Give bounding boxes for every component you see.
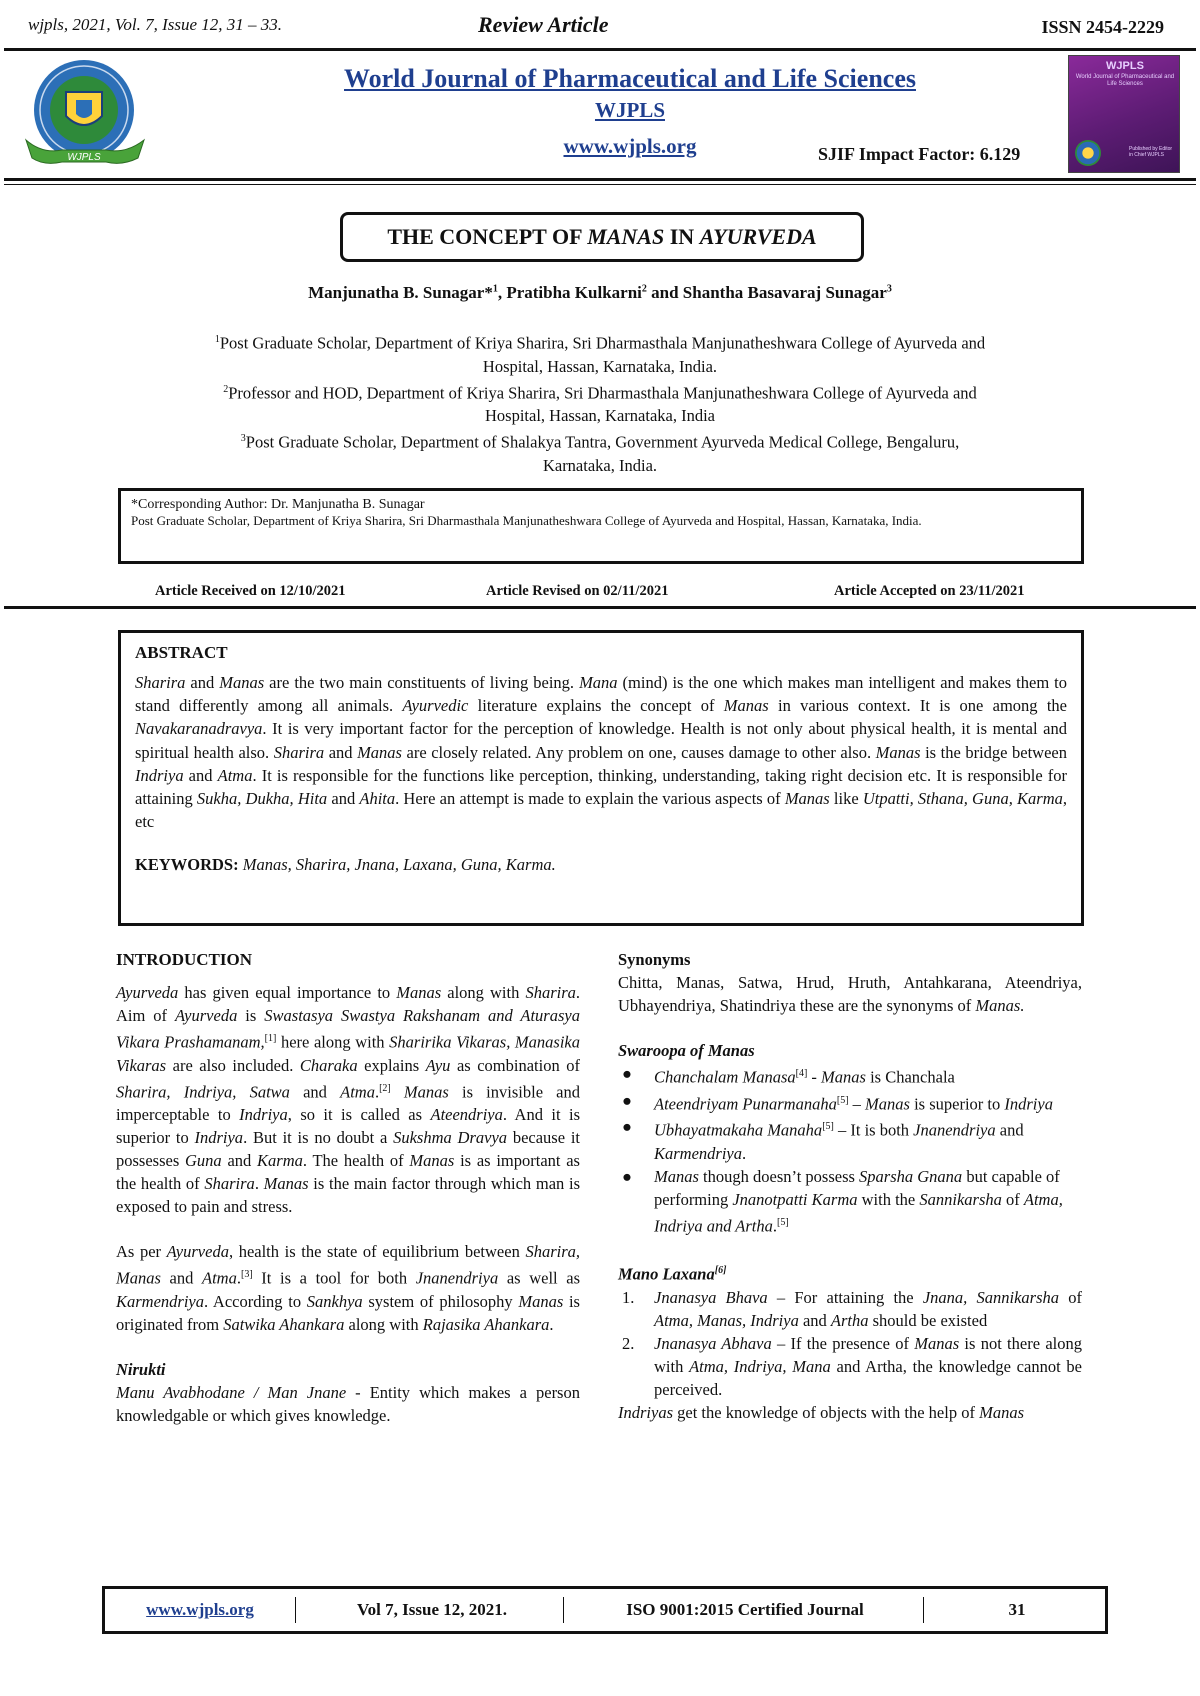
synonyms-heading: Synonyms [618,950,691,969]
list-item: ● Manas though doesn’t possess Sparsha Gnana but capable of performing Jnanotpatti Karma with the Sannikarsha of Atma, Indriya and Artha.[5] [622,1166,1063,1235]
cover-publisher: Published by Editor in Chief WJPLS [1129,146,1173,158]
journal-title[interactable]: World Journal of Pharmaceutical and Life Sciences [344,64,916,93]
mano-laxana-heading: Mano Laxana[6] [618,1264,727,1284]
cover-title: WJPLS [1106,60,1144,72]
header-rule [4,48,1196,51]
nirukti-heading: Nirukti [116,1359,166,1379]
journal-abbreviation[interactable]: WJPLS [594,98,665,122]
introduction-paragraph-2: As per Ayurveda, health is the state of equilibrium between Sharira, Manas and Atma.[3] It is a tool for both Jnanendriya as well as Karmendriya. According to Sankhya system of philosophy Manas is originated from Satwika Ahankara along with Rajasika Ahankara. [116,1242,580,1334]
nirukti-text: Manu Avabhodane / Man Jnane - Entity which makes a person knowledgable or which gives knowledge. [116,1382,580,1425]
author-list: Manjunatha B. Sunagar*$^1$, Pratibha Kulkarni$^2$ and Shantha Basavaraj Sunagar$^3$ [308,283,892,302]
footer-divider [295,1597,296,1623]
affiliation-2: $^2$Professor and HOD, Department of Kriya Sharira, Sri Dharmasthala Manjunatheshwara College of Ayurveda and [223,383,977,402]
affiliations: $^1$Post Graduate Scholar, Department of Kriya Sharira, Sri Dharmasthala Manjunatheshwara College of Ayurveda and Hospital, Hassan, Karnataka, India. $^2$Professor and HOD, Department of Kriya Sharira, Sri Dharmasthala Manjunatheshwara College of Ayurveda and Hospital, Hassan, Karnataka, India $^3$Post Graduate Scholar, Department of Shalakya Tantra, Government Ayurveda Medical College, Bengaluru, Karnataka, India. [110,328,1090,477]
swaroopa-heading: Swaroopa of Manas [618,1041,755,1060]
journal-cover-image [1068,55,1180,173]
page-footer [102,1586,1108,1634]
journal-logo-icon [22,58,152,168]
footer-volume: Vol 7, Issue 12, 2021. [356,1600,508,1619]
header-bottom-rule [4,178,1196,181]
issn: ISSN 2454-2229 [1041,17,1164,37]
impact-factor: SJIF Impact Factor: 6.129 [818,144,1021,164]
mano-laxana-list [618,1286,1082,1401]
cover-subtitle: World Journal of Pharmaceutical and Life Sciences [1075,74,1175,87]
introduction-paragraph-1: Ayurveda has given equal importance to Manas along with Sharira. Aim of Ayurveda is Swastasya Swastya Rakshanam and Aturasya Vikara Prashamanam,[1] here along with Sharirika Vikaras, Manasika Vikaras are also included. Charaka explains Ayu as combination of Sharira, Indriya, Satwa and Atma.[2] Manas is invisible and imperceptable to Indriya, so it is called as Ateendriya. And it is superior to Indriya. But it is no doubt a Sukshma Dravya because it possesses Guna and Karma. The health of Manas is as important as the health of Sharira. Manas is the main factor through which man is exposed to pain and stress. [116,983,581,1216]
logo-banner-text: WJPLS [67,152,101,163]
swaroopa-list [618,1062,1082,1237]
abstract-text: Sharira and Manas are the two main constituents of living being. Mana (mind) is the one which makes man intelligent and makes them to stand differently among all animals. Ayurvedic literature explains the concept of Manas in various context. It is one among the Navakaranadravya. It is very important factor for the perception of knowledge. Health is not only about physical health, it is mental and spiritual health also. Sharira and Manas are closely related. Any problem on one, causes damage to other also. Manas is the bridge between Indriya and Atma. It is responsible for the functions like perception, thinking, understanding, taking right decision etc. It is responsible for attaining Sukha, Dukha, Hita and Ahita. Here an attempt is made to explain the various aspects of Manas like Utpatti, Sthana, Guna, Karma, etc [135,673,1068,832]
left-column [116,948,580,1427]
cover-emblem-icon [1075,140,1101,166]
list-item: ● Chanchalam Manasa[4] - Manas is Chanchala [622,1064,955,1087]
keywords: KEYWORDS: Manas, Sharira, Jnana, Laxana, Guna, Karma. [135,855,556,875]
date-received: Article Received on 12/10/2021 [155,583,346,599]
header-bottom-rule-thin [4,184,1196,185]
footer-divider [923,1597,924,1623]
list-item: 2. Jnanasya Abhava – If the presence of Manas is not there along with Atma, Indriya, Mana and Artha, the knowledge cannot be perceived. [622,1333,1082,1399]
footer-website-link[interactable]: www.wjpls.org [146,1600,254,1619]
article-title: THE CONCEPT OF MANAS IN AYURVEDA [340,212,864,262]
article-type: Review Article [478,12,609,37]
introduction-heading: INTRODUCTION [116,950,253,969]
synonyms-text: Chitta, Manas, Satwa, Hrud, Hruth, Antahkarana, Ateendriya, Ubhayendriya, Shatindriya these are the synonyms of Manas. [618,973,1082,1015]
date-revised: Article Revised on 02/11/2021 [486,583,669,599]
corresponding-author-heading: *Corresponding Author: Dr. Manjunatha B. Sunagar [131,497,425,512]
journal-citation: wjpls, 2021, Vol. 7, Issue 12, 31 – 33. [28,15,283,34]
list-item: ● Ubhayatmakaha Manaha[5] – It is both Jnanendriya and Karmendriya. [622,1117,1024,1163]
list-item: 1. Jnanasya Bhava – For attaining the Jnana, Sannikarsha of Atma, Manas, Indriya and Artha should be existed [622,1287,1082,1330]
journal-website-link[interactable]: www.wjpls.org [563,134,697,158]
affiliation-3: $^3$Post Graduate Scholar, Department of Shalakya Tantra, Government Ayurveda Medical College, Bengaluru, [240,432,960,452]
corresponding-author-affiliation: Post Graduate Scholar, Department of Kriya Sharira, Sri Dharmasthala Manjunatheshwara College of Ayurveda and Hospital, Hassan, Karnataka, India. [131,513,922,528]
abstract-heading: ABSTRACT [135,643,228,662]
page-number: 31 [1008,1600,1026,1619]
corresponding-author-box [118,488,1084,564]
affiliation-1: $^1$Post Graduate Scholar, Department of Kriya Sharira, Sri Dharmasthala Manjunatheshwara College of Ayurveda and [214,333,986,353]
dates-rule [4,606,1196,609]
right-column [618,948,1082,1424]
footer-certification: ISO 9001:2015 Certified Journal [626,1600,864,1619]
date-accepted: Article Accepted on 23/11/2021 [834,583,1025,599]
abstract-box [118,630,1084,926]
indriyas-text: Indriyas get the knowledge of objects with the help of Manas [618,1402,1025,1422]
journal-logo [22,58,152,168]
list-item: ● Ateendriyam Punarmanaha[5] – Manas is superior to Indriya [622,1090,1053,1113]
footer-divider [563,1597,564,1623]
